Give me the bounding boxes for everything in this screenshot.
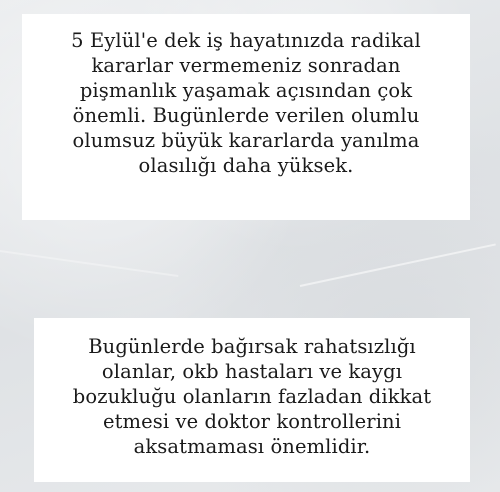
text-card-bottom — [34, 318, 470, 482]
paragraph-bottom: Bugünlerde bağırsak rahatsızlığı olanlar, okb hastaları ve kaygı bozukluğu olanların fazladan dikkat etmesi ve doktor kontrollerini aksatmaması önemlidir. — [72, 335, 432, 458]
paragraph-top: 5 Eylül'e dek iş hayatınızda radikal kararlar vermemeniz sonradan pişmanlık yaşamak açısından çok önemli. Bugünlerde verilen olumlu olumsuz büyük kararlarda yanılma olasılığı daha yüksek. — [71, 29, 421, 177]
text-card-top — [22, 14, 470, 220]
background-texture — [0, 250, 178, 277]
background-texture — [300, 243, 496, 287]
